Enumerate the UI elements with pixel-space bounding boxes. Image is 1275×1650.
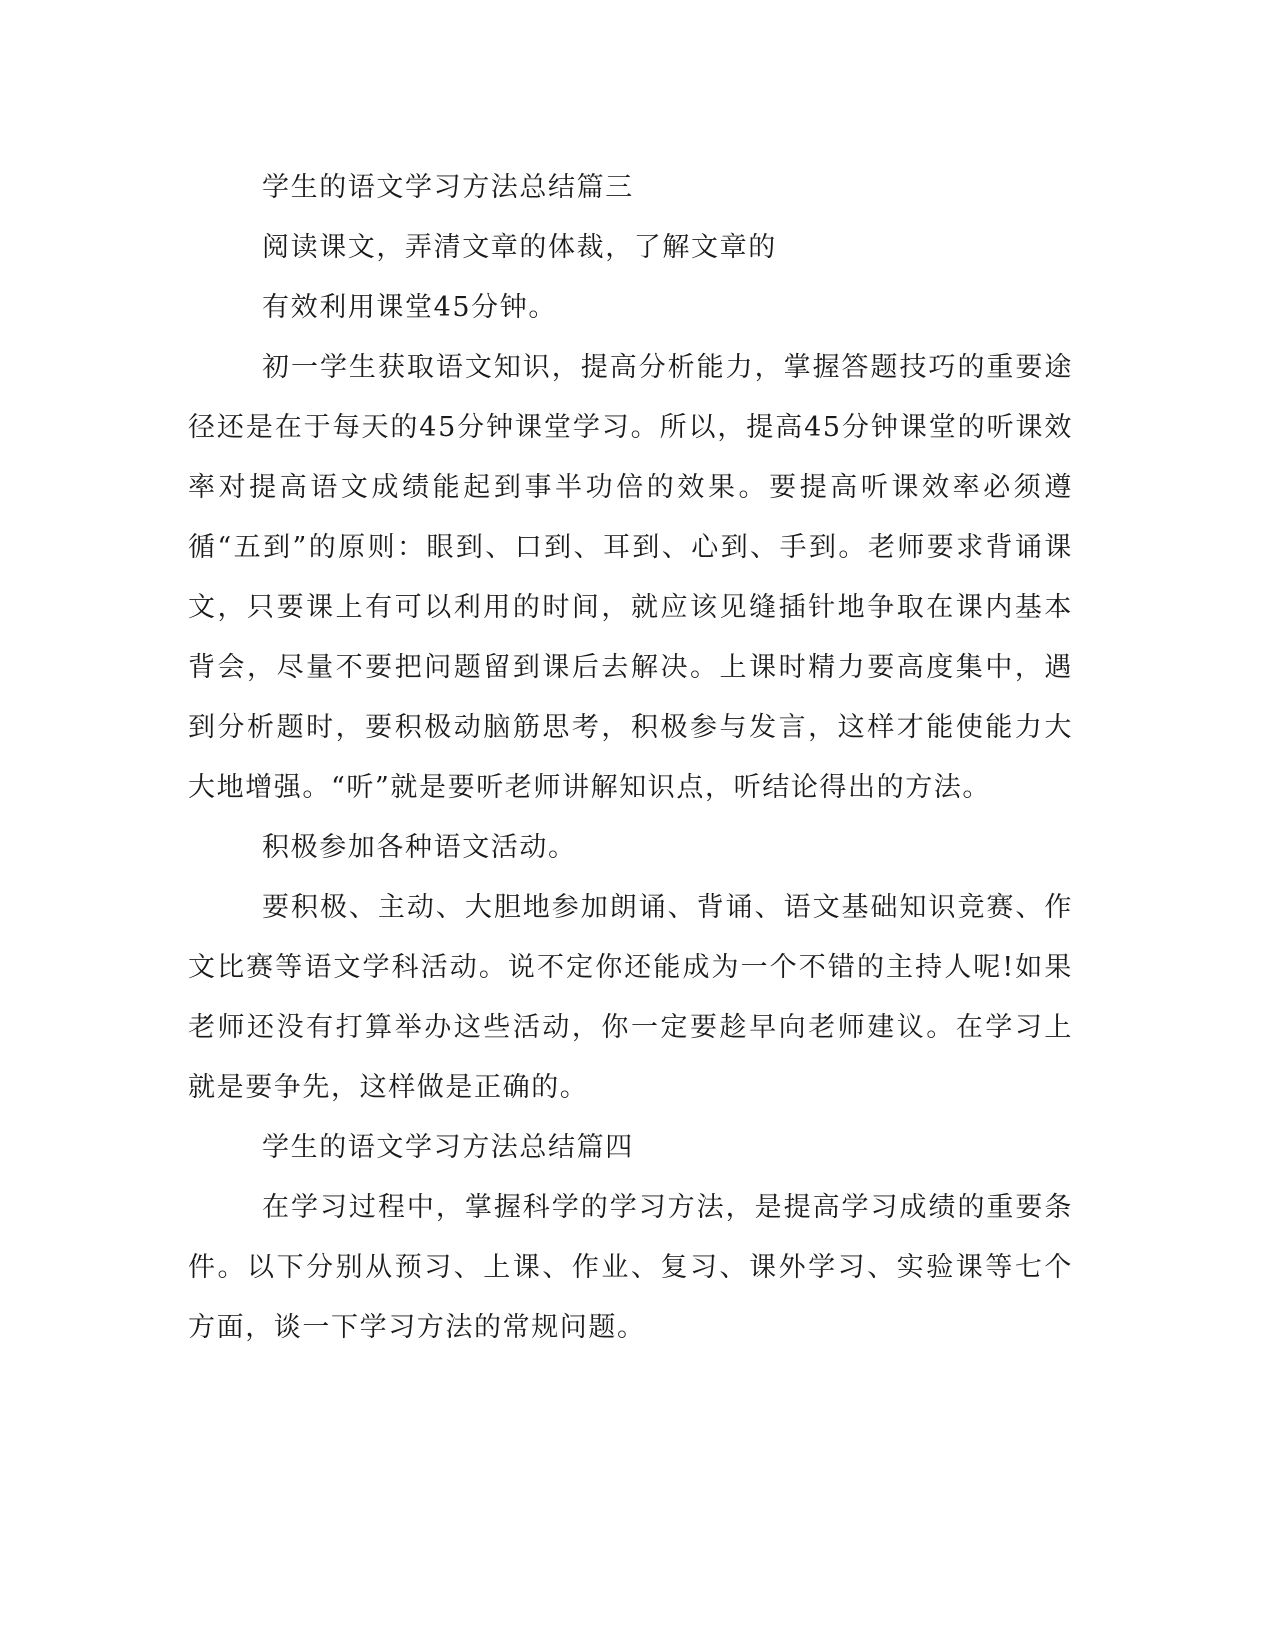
paragraph: 要积极、主动、大胆地参加朗诵、背诵、语文基础知识竞赛、作文比赛等语文学科活动。说不定你还能成为一个不错的主持人呢!如果老师还没有打算举办这些活动，你一定要趁早向老师建议。在学习上就是要争先，这样做是正确的。 xyxy=(188,892,1073,1103)
paragraph: 阅读课文，弄清文章的体裁，了解文章的 xyxy=(262,232,777,263)
section-heading: 学生的语文学习方法总结篇四 xyxy=(262,1132,634,1163)
paragraph: 积极参加各种语文活动。 xyxy=(262,832,577,863)
paragraph: 在学习过程中，掌握科学的学习方法，是提高学习成绩的重要条件。以下分别从预习、上课、作业、复习、课外学习、实验课等七个方面，谈一下学习方法的常规问题。 xyxy=(188,1192,1073,1343)
paragraph: 有效利用课堂45分钟。 xyxy=(262,292,557,323)
document-body xyxy=(188,158,1073,1358)
paragraph: 初一学生获取语文知识，提高分析能力，掌握答题技巧的重要途径还是在于每天的45分钟课堂学习。所以，提高45分钟课堂的听课效率对提高语文成绩能起到事半功倍的效果。要提高听课效率必须遵循“五到”的原则：眼到、口到、耳到、心到、手到。老师要求背诵课文，只要课上有可以利用的时间，就应该见缝插针地争取在课内基本背会，尽量不要把问题留到课后去解决。上课时精力要高度集中，遇到分析题时，要积极动脑筋思考，积极参与发言，这样才能使能力大大地增强。“听”就是要听老师讲解知识点，听结论得出的方法。 xyxy=(188,352,1073,803)
section-heading: 学生的语文学习方法总结篇三 xyxy=(262,172,634,203)
